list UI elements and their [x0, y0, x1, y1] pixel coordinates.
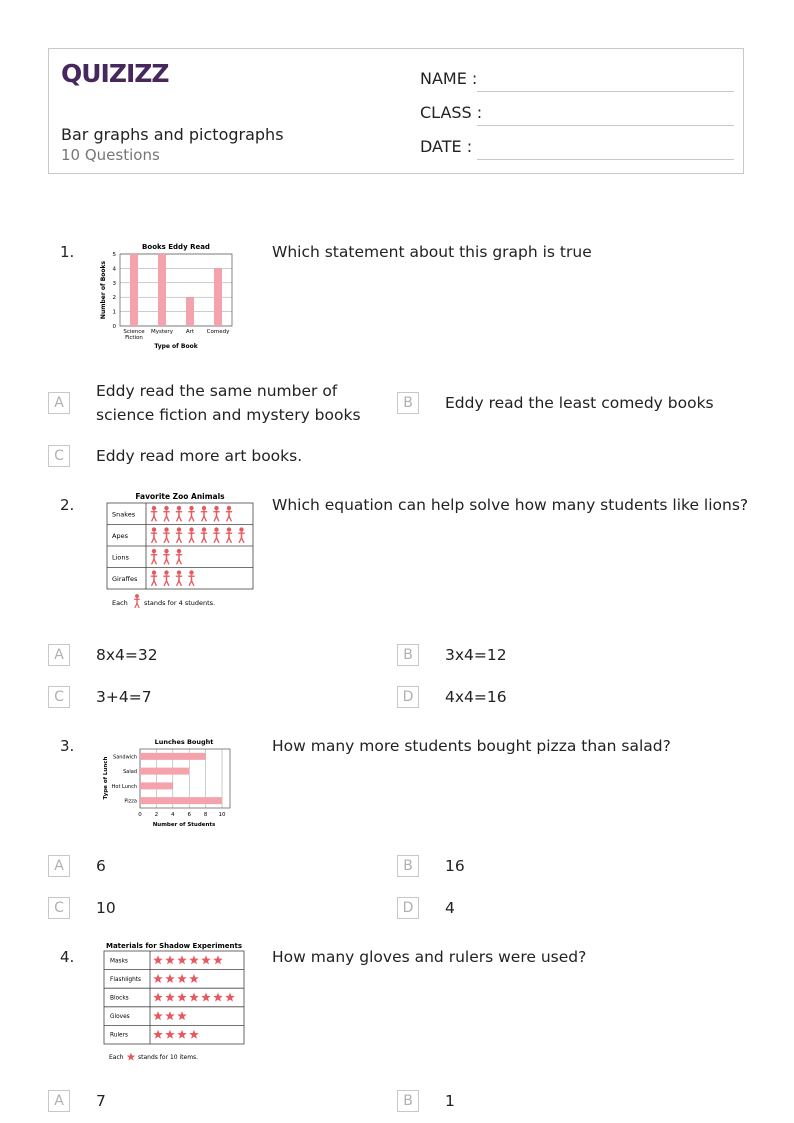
- row-label: Masks: [110, 958, 128, 965]
- option-letter[interactable]: B: [397, 1090, 419, 1112]
- option-letter[interactable]: B: [397, 392, 419, 414]
- bar: [186, 297, 194, 326]
- person-icon: [188, 506, 194, 521]
- row-label: Apes: [112, 531, 128, 540]
- row-label: Rulers: [110, 1032, 129, 1039]
- star-icon: [177, 993, 187, 1002]
- class-field[interactable]: [420, 103, 734, 127]
- person-icon: [176, 549, 182, 564]
- star-icon: [153, 1030, 163, 1039]
- person-icon: [188, 570, 194, 585]
- option-text[interactable]: 16: [445, 857, 465, 875]
- option-letter[interactable]: C: [48, 445, 70, 467]
- option-text[interactable]: 3x4=12: [445, 646, 507, 664]
- y-tick-label: Sandwich: [113, 754, 137, 761]
- star-icon: [201, 955, 211, 964]
- y-tick-label: Salad: [123, 769, 137, 776]
- shadow-materials-pictograph: [100, 940, 248, 1066]
- person-icon: [151, 527, 157, 542]
- star-icon: [189, 1030, 199, 1039]
- person-icon: [163, 549, 169, 564]
- option-letter[interactable]: A: [48, 644, 70, 666]
- row-label: Lions: [112, 553, 129, 562]
- person-icon: [201, 527, 207, 542]
- option-letter[interactable]: D: [397, 686, 419, 708]
- person-icon: [226, 506, 232, 521]
- option-text[interactable]: 1: [445, 1092, 455, 1110]
- person-icon: [238, 527, 244, 542]
- star-icon: [177, 974, 187, 983]
- bar: [140, 753, 206, 760]
- question-count: 10 Questions: [61, 146, 160, 164]
- star-icon: [153, 1011, 163, 1020]
- star-icon: [189, 974, 199, 983]
- person-icon: [201, 506, 207, 521]
- star-icon: [165, 955, 175, 964]
- y-tick-label: 4: [112, 266, 116, 273]
- option-text[interactable]: 3+4=7: [96, 688, 152, 706]
- y-axis-label: Type of Lunch: [103, 756, 109, 800]
- option-text[interactable]: 6: [96, 857, 106, 875]
- star-icon: [165, 1030, 175, 1039]
- star-icon: [165, 993, 175, 1002]
- worksheet-title: Bar graphs and pictographs: [61, 125, 284, 144]
- x-axis-label: Type of Book: [154, 343, 198, 350]
- bar: [214, 268, 222, 326]
- person-icon: [163, 506, 169, 521]
- x-tick-label: Mystery: [151, 329, 173, 335]
- question-text: Which equation can help solve how many students like lions?: [272, 496, 749, 514]
- question-text: How many more students bought pizza than salad?: [272, 737, 671, 755]
- person-icon: [176, 527, 182, 542]
- x-tick-label: Fiction: [125, 335, 143, 341]
- star-icon: [177, 1011, 187, 1020]
- key-suffix: stands for 4 students.: [144, 599, 216, 607]
- star-icon: [153, 993, 163, 1002]
- person-icon: [176, 570, 182, 585]
- x-tick-label: 2: [154, 812, 159, 818]
- person-icon: [213, 506, 219, 521]
- person-icon: [188, 527, 194, 542]
- option-letter[interactable]: C: [48, 897, 70, 919]
- zoo-animals-pictograph: [92, 490, 256, 612]
- star-icon: [153, 955, 163, 964]
- worksheet-header: [48, 48, 744, 174]
- question-number: 2.: [60, 496, 75, 514]
- star-icon: [213, 955, 223, 964]
- class-line: [477, 125, 734, 126]
- date-field[interactable]: [420, 137, 734, 161]
- person-icon: [163, 527, 169, 542]
- option-text[interactable]: Eddy read the same number of science fiction and mystery books: [96, 382, 361, 424]
- x-tick-label: 0: [138, 812, 142, 818]
- star-icon: [213, 993, 223, 1002]
- option-text[interactable]: 4x4=16: [445, 688, 507, 706]
- star-icon: [189, 993, 199, 1002]
- chart-title: Materials for Shadow Experiments: [105, 942, 243, 950]
- y-axis-label: Number of Books: [100, 260, 107, 320]
- lunches-bar-chart: [100, 736, 236, 830]
- y-tick-label: 1: [112, 309, 116, 316]
- y-tick-label: 0: [112, 324, 116, 330]
- person-icon: [176, 506, 182, 521]
- x-axis-label: Number of Students: [152, 822, 216, 828]
- option-letter[interactable]: A: [48, 392, 70, 414]
- chart-title: Favorite Zoo Animals: [135, 492, 225, 501]
- person-icon: [163, 570, 169, 585]
- question-number: 4.: [60, 948, 75, 966]
- y-tick-label: 3: [112, 280, 116, 287]
- bar: [140, 782, 173, 789]
- person-icon: [213, 527, 219, 542]
- chart-title: Books Eddy Read: [142, 243, 210, 251]
- option-text[interactable]: 10: [96, 899, 116, 917]
- option-letter[interactable]: D: [397, 897, 419, 919]
- quizizz-logo: QUIZIZZ: [61, 59, 169, 88]
- books-bar-chart: [96, 240, 242, 352]
- option-letter[interactable]: B: [397, 644, 419, 666]
- star-icon: [153, 974, 163, 983]
- x-tick-label: Art: [185, 329, 195, 335]
- name-label: NAME :: [420, 69, 478, 88]
- y-tick-label: 2: [112, 295, 116, 302]
- option-letter[interactable]: C: [48, 686, 70, 708]
- row-label: Flashlights: [110, 976, 142, 983]
- date-label: DATE :: [420, 137, 473, 156]
- name-line: [477, 91, 734, 92]
- x-tick-label: 4: [171, 812, 175, 818]
- date-line: [477, 159, 734, 160]
- x-tick-label: Science: [123, 329, 145, 335]
- option-text[interactable]: Eddy read more art books.: [96, 447, 303, 465]
- row-label: Snakes: [112, 510, 136, 519]
- star-icon: [127, 1053, 136, 1061]
- question-number: 3.: [60, 737, 75, 755]
- question-text: How many gloves and rulers were used?: [272, 948, 587, 966]
- key-suffix: stands for 10 items.: [138, 1054, 199, 1061]
- star-icon: [165, 974, 175, 983]
- star-icon: [177, 955, 187, 964]
- person-icon: [226, 527, 232, 542]
- person-icon: [134, 594, 140, 608]
- x-tick-label: Comedy: [206, 329, 230, 335]
- bar: [158, 254, 166, 326]
- x-tick-label: 10: [218, 812, 226, 818]
- y-tick-label: Hot Lunch: [111, 783, 137, 790]
- class-label: CLASS :: [420, 103, 483, 122]
- x-tick-label: 6: [187, 812, 191, 818]
- option-text[interactable]: 7: [96, 1092, 106, 1110]
- bar: [140, 797, 222, 804]
- option-text[interactable]: 8x4=32: [96, 646, 158, 664]
- name-field[interactable]: [420, 69, 734, 93]
- bar: [130, 254, 138, 326]
- chart-title: Lunches Bought: [154, 738, 214, 746]
- star-icon: [201, 993, 211, 1002]
- key-prefix: Each: [109, 1054, 124, 1061]
- option-letter[interactable]: A: [48, 855, 70, 877]
- bar: [140, 768, 189, 775]
- person-icon: [151, 506, 157, 521]
- star-icon: [177, 1030, 187, 1039]
- question-text: Which statement about this graph is true: [272, 243, 592, 261]
- question-number: 1.: [60, 243, 75, 261]
- star-icon: [189, 955, 199, 964]
- option-letter[interactable]: B: [397, 855, 419, 877]
- option-text[interactable]: Eddy read the least comedy books: [445, 394, 714, 412]
- option-text[interactable]: 4: [445, 899, 455, 917]
- star-icon: [225, 993, 235, 1002]
- row-label: Blocks: [110, 995, 129, 1002]
- y-tick-label: Pizza: [124, 798, 137, 805]
- option-letter[interactable]: A: [48, 1090, 70, 1112]
- star-icon: [165, 1011, 175, 1020]
- row-label: Gloves: [110, 1014, 130, 1021]
- person-icon: [151, 570, 157, 585]
- person-icon: [151, 549, 157, 564]
- row-label: Giraffes: [112, 574, 138, 583]
- y-tick-label: 5: [112, 252, 116, 258]
- key-prefix: Each: [112, 599, 128, 607]
- x-tick-label: 8: [203, 812, 208, 818]
